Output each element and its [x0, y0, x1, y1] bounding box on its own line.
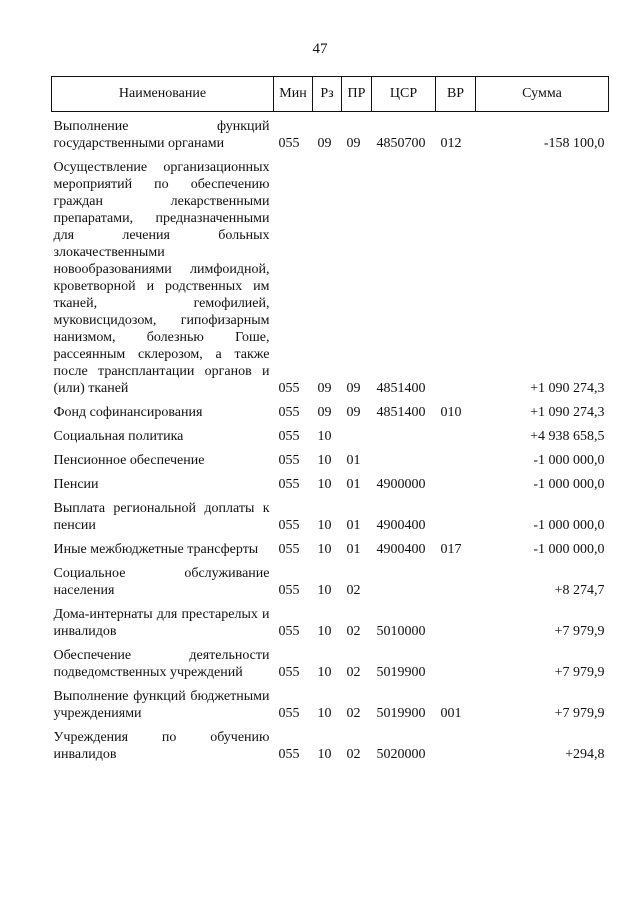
- row-sum: -158 100,0: [543, 136, 605, 151]
- row-vr: 001: [440, 706, 462, 721]
- row-rz: 10: [317, 665, 332, 680]
- row-min: 055: [278, 542, 300, 557]
- table-row: [52, 112, 609, 155]
- row-pr: 01: [346, 518, 361, 533]
- row-pr: [342, 423, 372, 447]
- row-vr: [436, 560, 476, 601]
- header-sum: Сумма: [476, 77, 609, 112]
- row-csr: 4851400: [376, 405, 426, 420]
- row-vr: [436, 423, 476, 447]
- table-row: [52, 724, 609, 765]
- row-name: Социальное обслуживание населения: [53, 566, 270, 598]
- page-number: 47: [312, 41, 328, 57]
- row-vr: 017: [440, 542, 462, 557]
- row-csr: 5010000: [376, 624, 426, 639]
- row-sum: -1 000 000,0: [533, 477, 605, 492]
- row-csr: [372, 560, 436, 601]
- row-rz: 10: [317, 583, 332, 598]
- header-csr: ЦСР: [372, 77, 436, 112]
- row-rz: 10: [317, 453, 332, 468]
- row-sum: +8 274,7: [554, 583, 605, 598]
- row-min: 055: [278, 624, 300, 639]
- row-rz: 10: [317, 429, 332, 444]
- row-sum: +7 979,9: [554, 665, 605, 680]
- row-sum: +294,8: [565, 747, 605, 762]
- row-min: 055: [278, 136, 300, 151]
- row-rz: 10: [317, 518, 332, 533]
- row-vr: [436, 642, 476, 683]
- row-name: Учреждения по обучению инвалидов: [53, 730, 270, 762]
- row-min: 055: [278, 518, 300, 533]
- header-rz: Рз: [313, 77, 342, 112]
- table-row: [52, 471, 609, 495]
- row-name: Выполнение функций государственными органами: [53, 119, 270, 151]
- row-csr: 4900000: [376, 477, 426, 492]
- budget-table: [51, 76, 609, 765]
- row-vr: 010: [440, 405, 462, 420]
- row-sum: -1 000 000,0: [533, 518, 605, 533]
- row-min: 055: [278, 405, 300, 420]
- row-rz: 10: [317, 542, 332, 557]
- row-pr: 02: [346, 706, 361, 721]
- row-csr: 5019900: [376, 706, 426, 721]
- row-rz: 09: [317, 136, 332, 151]
- row-rz: 10: [317, 706, 332, 721]
- row-sum: +4 938 658,5: [530, 429, 605, 444]
- row-min: 055: [278, 665, 300, 680]
- row-csr: 4851400: [376, 381, 426, 396]
- row-pr: 01: [346, 542, 361, 557]
- row-name: Выплата региональной доплаты к пенсии: [53, 501, 270, 533]
- row-csr: [372, 423, 436, 447]
- row-pr: 02: [346, 624, 361, 639]
- row-name: Осуществление организационных мероприятий по обеспечению граждан лекарственными препаратами, предназначенными для лечения больных злокачественными новообразованиями лимфоидной, кроветворной и родственных им тканей, гемофилией, муковисцидозом, гипофизарным нанизмом, болезнью Гоше, рассеянным склерозом, а также после трансплантации органов и (или) тканей: [53, 160, 270, 396]
- row-vr: [436, 601, 476, 642]
- row-vr: [436, 154, 476, 399]
- row-name: Иные межбюджетные трансферты: [53, 542, 259, 557]
- row-name: Выполнение функций бюджетными учреждениями: [53, 689, 270, 721]
- row-pr: 01: [346, 453, 361, 468]
- table-row: [52, 642, 609, 683]
- row-min: 055: [278, 381, 300, 396]
- row-csr: 4850700: [376, 136, 426, 151]
- row-vr: [436, 724, 476, 765]
- table-body: [52, 112, 609, 766]
- row-sum: +1 090 274,3: [530, 405, 605, 420]
- row-min: 055: [278, 477, 300, 492]
- header-name: Наименование: [52, 77, 274, 112]
- row-vr: [436, 471, 476, 495]
- row-sum: +7 979,9: [554, 624, 605, 639]
- table-row: [52, 423, 609, 447]
- row-pr: 09: [346, 136, 361, 151]
- header-row: [52, 77, 609, 112]
- header-vr: ВР: [436, 77, 476, 112]
- header-pr: ПР: [342, 77, 372, 112]
- row-csr: 4900400: [376, 518, 426, 533]
- table-row: [52, 536, 609, 560]
- row-min: 055: [278, 583, 300, 598]
- row-min: 055: [278, 453, 300, 468]
- row-min: 055: [278, 706, 300, 721]
- row-vr: 012: [440, 136, 462, 151]
- table-header: [52, 77, 609, 112]
- row-pr: 01: [346, 477, 361, 492]
- row-name: Пенсии: [53, 477, 99, 492]
- row-pr: 02: [346, 747, 361, 762]
- row-pr: 02: [346, 665, 361, 680]
- table-row: [52, 447, 609, 471]
- row-csr: 4900400: [376, 542, 426, 557]
- row-rz: 10: [317, 624, 332, 639]
- row-name: Дома-интернаты для престарелых и инвалидов: [53, 607, 270, 639]
- row-name: Фонд софинансирования: [53, 405, 203, 420]
- row-vr: [436, 495, 476, 536]
- row-sum: +7 979,9: [554, 706, 605, 721]
- row-sum: +1 090 274,3: [530, 381, 605, 396]
- table-row: [52, 683, 609, 724]
- row-csr: 5020000: [376, 747, 426, 762]
- row-name: Социальная политика: [53, 429, 184, 444]
- row-pr: 02: [346, 583, 361, 598]
- row-vr: [436, 447, 476, 471]
- table-row: [52, 495, 609, 536]
- row-min: 055: [278, 429, 300, 444]
- table-row: [52, 560, 609, 601]
- row-pr: 09: [346, 405, 361, 420]
- row-sum: -1 000 000,0: [533, 453, 605, 468]
- table-row: [52, 399, 609, 423]
- row-rz: 10: [317, 477, 332, 492]
- row-csr: [372, 447, 436, 471]
- row-name: Пенсионное обеспечение: [53, 453, 205, 468]
- header-min: Мин: [274, 77, 313, 112]
- table-row: [52, 601, 609, 642]
- row-min: 055: [278, 747, 300, 762]
- table-row: [52, 154, 609, 399]
- row-pr: 09: [346, 381, 361, 396]
- row-rz: 09: [317, 381, 332, 396]
- row-sum: -1 000 000,0: [533, 542, 605, 557]
- row-rz: 09: [317, 405, 332, 420]
- row-rz: 10: [317, 747, 332, 762]
- row-name: Обеспечение деятельности подведомственных учреждений: [53, 648, 270, 680]
- row-csr: 5019900: [376, 665, 426, 680]
